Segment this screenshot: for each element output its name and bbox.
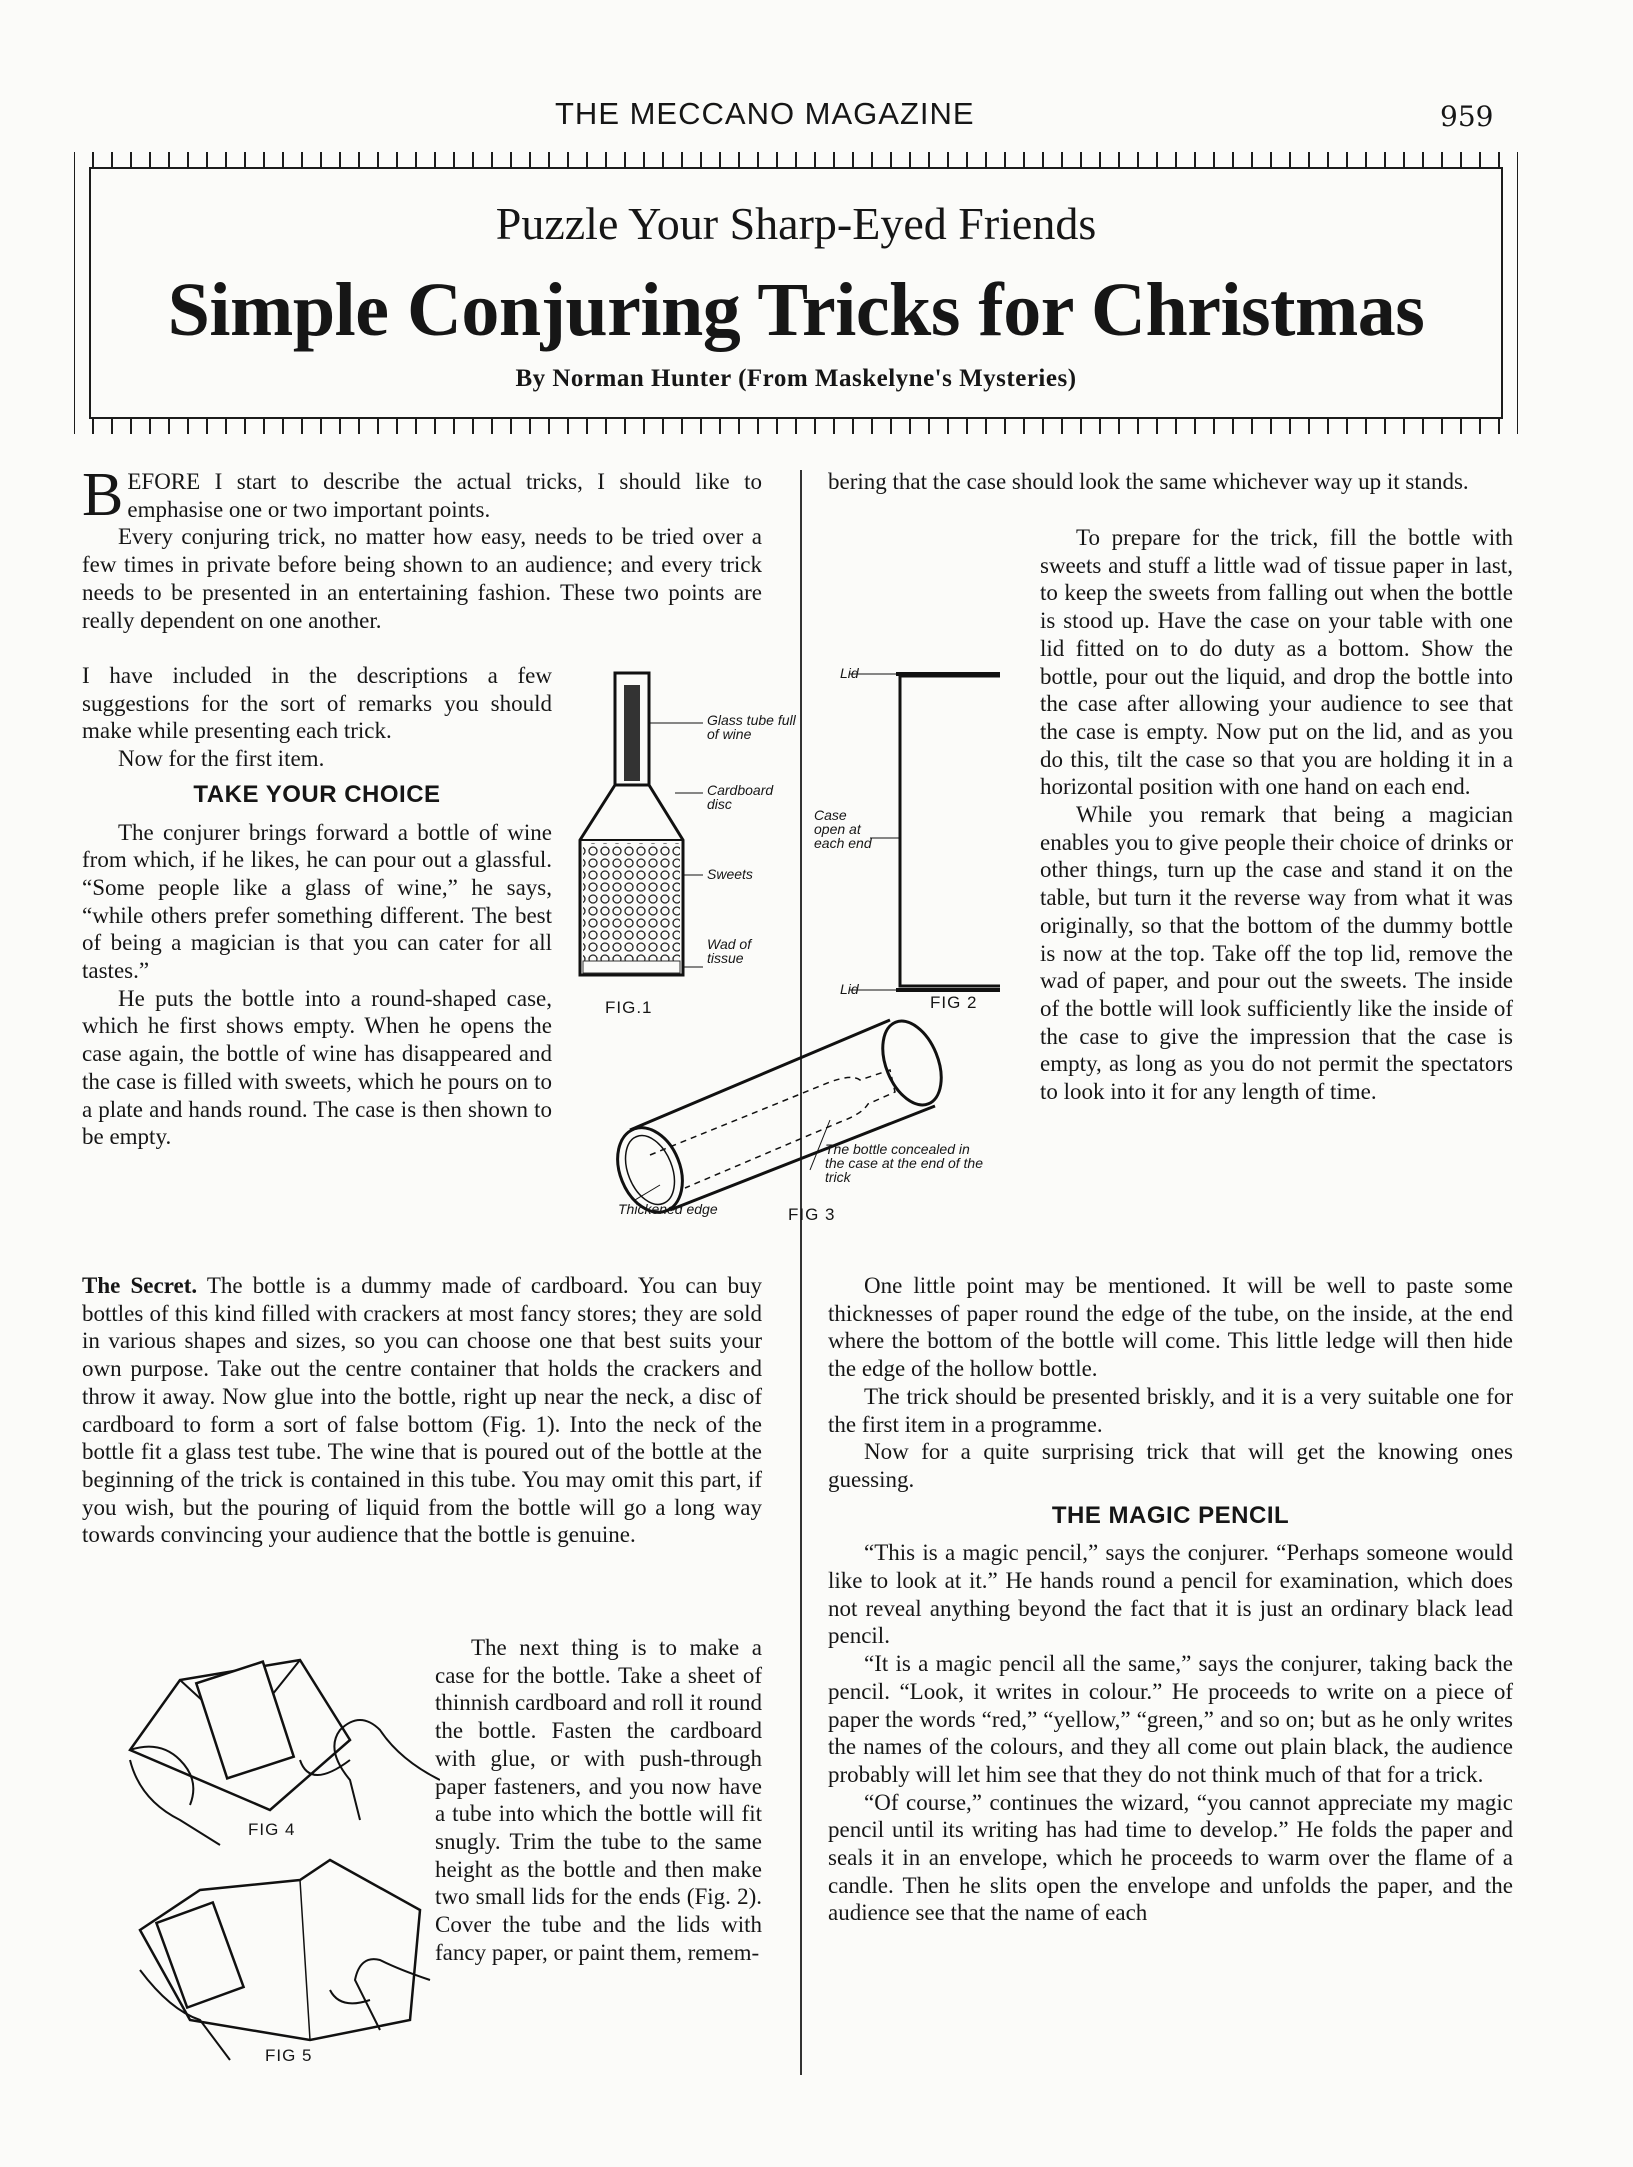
figure-label: FIG.1: [605, 998, 653, 1017]
figure-label: FIG 5: [265, 2046, 313, 2065]
paragraph: “This is a magic pencil,” says the conjurer. “Perhaps someone would like to look at it.” He hands round a pencil for examination, which does not reveal anything beyond the fact that it is just an ordinary black lead pencil.: [828, 1540, 1513, 1649]
paragraph: bering that the case should look the same whichever way up it stands.: [828, 469, 1469, 494]
left-column-bottom: [435, 1634, 762, 1966]
page-number: 959: [1440, 100, 1494, 133]
hands-paper-diagram: [130, 1850, 450, 2075]
paragraph: He puts the bottle into a round-shaped case, which he first shows empty. When he opens the case again, the bottle of wine has disappeared and the case is filled with sweets, which he pours on to a plate and hands round. The case is then shown to be empty.: [82, 985, 552, 1150]
callout-bottle-concealed: The bottle concealed in the case at the end of the trick: [825, 1141, 984, 1185]
paragraph: BEFORE I start to describe the actual tricks, I should like to emphasise one or two important points.: [82, 461, 762, 529]
figure-4-hands: [110, 1640, 440, 1850]
right-column-p2: [1040, 524, 1513, 1106]
paragraph: The Secret. The bottle is a dummy made of cardboard. You can buy bottles of this kind filled with crackers at most fancy stores; they are sold in various shapes and sizes, so you can choose one that best suits your own purpose. Take out the centre container that holds the crackers and throw it away. Now glue into the bottle, right up near the neck, a disc of cardboard to form a sort of false bottom (Fig. 1). Into the neck of the bottle fit a glass test tube. The wine that is poured out of the bottle at the beginning of the trick is contained in this tube. You may omit this part, if you wish, but the pouring of liquid from the bottle will go a long way towards convincing your audience that the bottle is genuine.: [82, 1273, 762, 1548]
byline: By Norman Hunter (From Maskelyne's Mysteries): [515, 365, 1077, 392]
callout-thickened-edge: Thickened edge: [618, 1201, 718, 1217]
figure-label: FIG 3: [788, 1205, 836, 1224]
callout-wad-of-tissue: Wad of tissue: [707, 936, 752, 966]
callout-glass-tube: Glass tube full of wine: [707, 712, 796, 742]
section-heading-magic-pencil: THE MAGIC PENCIL: [1051, 1501, 1290, 1529]
callout-case-open: Case open at each end: [814, 807, 872, 851]
running-head: [0, 96, 1633, 140]
headline: Simple Conjuring Tricks for Christmas: [167, 268, 1425, 352]
dropcap: B: [82, 461, 124, 529]
paragraph: “It is a magic pencil all the same,” says the conjurer, taking back the pencil. “Look, it writes in colour.” He proceeds to write on a piece of paper the words “red,” “yellow,” “green,” and so on; but as he only writes the names of the colours, and they all come out plain black, the audience probably will let him see that they do not think much of that for a trick.: [828, 1651, 1513, 1787]
paragraph: While you remark that being a magician enables you to give people their choice of drinks or other things, turn up the case and stand it on the table, but turn it the reverse way from what it was originally, so that the bottom of the dummy bottle is now at the top. Take off the top lid, remove the wad of paper, and pour out the sweets. The inside of the bottle will look sufficiently like the inside of the case to give the impression that the case is empty, as long as you do not permit the spectators to look into it for any length of time.: [1040, 802, 1513, 1105]
left-column-secret: [82, 1272, 762, 1549]
paragraph: To prepare for the trick, fill the bottle with sweets and stuff a little wad of tissue paper in last, to keep the sweets from falling out when the bottle is stood up. Have the case on your table with one lid fitted on to do duty as a bottom. Show the bottle, pour out the liquid, and drop the bottle into the case after allowing your audience to see that the case is empty. Now put on the lid, and as you do this, tilt the case so that you are holding it in a horizontal position with one hand on each end.: [1040, 525, 1513, 800]
section-heading-take-your-choice: TAKE YOUR CHOICE: [193, 780, 441, 808]
paragraph: The conjurer brings forward a bottle of wine from which, if he likes, he can pour out a glassful. “Some people like a glass of wine,” he says, “while others prefer something different. The best of being a magician is that you can cater for all tastes.”: [82, 819, 552, 984]
magazine-title: THE MECCANO MAGAZINE: [555, 96, 975, 131]
kicker: Puzzle Your Sharp-Eyed Friends: [495, 198, 1097, 249]
title-block: [74, 152, 1518, 434]
right-column-bottom: [828, 1272, 1513, 1927]
paragraph: I have included in the descriptions a few suggestions for the sort of remarks you should make while presenting each trick.: [82, 663, 552, 744]
figure-label: FIG 2: [930, 993, 978, 1012]
hands-envelope-diagram: [110, 1640, 440, 1850]
paragraph: The next thing is to make a case for the bottle. Take a sheet of thinnish cardboard and roll it round the bottle. Fasten the cardboard with glue, or with push-through paper fasteners, and you now have a tube into which the bottle will fit snugly. Trim the tube to the same height as the bottle and then make two small lids for the ends (Fig. 2). Cover the tube and the lids with fancy paper, or paint them, remem-: [435, 1635, 762, 1965]
paragraph: The trick should be presented briskly, and it is a very suitable one for the first item in a programme.: [828, 1383, 1513, 1437]
paragraph: “Of course,” continues the wizard, “you cannot appreciate my magic pencil until its writing has had time to develop.” He folds the paper and seals it in an envelope, which he proceeds to warm over the flame of a candle. Then he slits open the envelope and unfolds the paper, and the audience see that the name of each: [828, 1789, 1513, 1926]
right-column-top: [828, 468, 1513, 496]
figure-3-concealed: [590, 1010, 1010, 1240]
left-column-top: [82, 461, 762, 634]
figure-label: FIG 4: [248, 1820, 296, 1839]
paragraph: One little point may be mentioned. It will be well to paste some thicknesses of paper round the edge of the tube, on the inside, at the end where the bottom of the bottle will come. This little ledge will then hide the edge of the hollow bottle.: [828, 1273, 1513, 1382]
paragraph: Now for the first item.: [118, 746, 325, 772]
callout-sweets: Sweets: [707, 866, 753, 882]
callout-cardboard-disc: Cardboard disc: [707, 782, 774, 812]
figure-5-hands: [130, 1850, 450, 2075]
paragraph: Every conjuring trick, no matter how easy, needs to be tried over a few times in private before being shown to an audience; and every trick needs to be presented in an entertaining fashion. These two points are really dependent on one another.: [82, 524, 762, 633]
figure-1-bottle: [575, 665, 805, 1025]
callout-lid-bottom: Lid: [840, 981, 859, 997]
figure-2-case: [810, 660, 1000, 1020]
paragraph: Now for a quite surprising trick that will get the knowing ones guessing.: [828, 1439, 1513, 1492]
left-column-narrow: [82, 662, 552, 1151]
callout-lid-top: Lid: [840, 665, 859, 681]
